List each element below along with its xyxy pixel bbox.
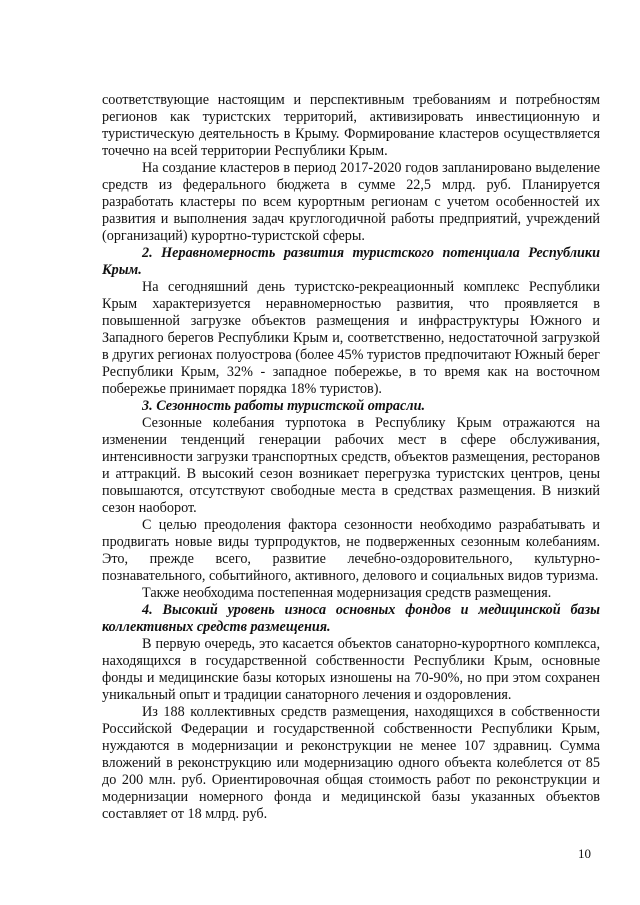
section-heading-4: 4. Высокий уровень износа основных фондов и медицинской базы коллективных средств размещения. <box>102 602 600 635</box>
paragraph-clusters-funding: На создание кластеров в период 2017-2020 годов запланировано выделение средств из федерального бюджета в сумме 22,5 млрд. руб. Планируется разработать кластеры по всем курортным регионам с учетом особенностей их развития и выполнения задач круглогодичной работы предприятий, учреждений (организаций) курортно-туристской сферы. <box>102 160 600 244</box>
section-heading-3: 3. Сезонность работы туристской отрасли. <box>142 398 426 414</box>
paragraph-overcoming-seasonality: С целью преодоления фактора сезонности необходимо разрабатывать и продвигать новые виды турпродуктов, не подверженных сезонным колебаниям. Это, прежде всего, развитие лечебно-оздоровительного, культурно-познавательного, событийного, активного, делового и социальных видов туризма. <box>102 517 600 584</box>
paragraph-modernization: Также необходима постепенная модернизация средств размещения. <box>142 585 552 601</box>
page-number: 10 <box>578 846 591 861</box>
paragraph-sanatorium-complex: В первую очередь, это касается объектов санаторно-курортного комплекса, находящихся в государственной собственности Республики Крым, основные фонды и медицинские базы которых изношены на 70-90%, но при этом сохранен уникальный опыт и традиции санаторного лечения и оздоровления. <box>102 636 600 703</box>
paragraph-seasonal-fluctuations: Сезонные колебания турпотока в Республику Крым отражаются на изменении тенденций генерации рабочих мест в сфере обслуживания, интенсивности загрузки транспортных средств, объектов размещения, ресторанов и аттракций. В высокий сезон возникает перегрузка туристских центров, цены повышаются, отсутствуют свободные места в средствах размещения. В низкий сезон наоборот. <box>102 415 600 516</box>
paragraph-uneven-development: На сегодняшний день туристско-рекреационный комплекс Республики Крым характеризуется неравномерностью развития, что проявляется в повышенной загрузке объектов размещения и инфраструктуры Южного и Западного берегов Республики Крым и, соответственно, недостаточной загрузкой в других регионах полуострова (более 45% туристов предпочитают Южный берег Республики Крым, 32% - западное побережье, в то время как на восточном побережье принимает порядка 18% туристов). <box>102 279 600 397</box>
paragraph-clusters-continued: соответствующие настоящим и перспективным требованиям и потребностям регионов как туристских территорий, активизировать инвестиционную и туристическую деятельность в Крыму. Формирование кластеров осуществляется точечно на всей территории Республики Крым. <box>102 92 600 159</box>
paragraph-health-resorts: Из 188 коллективных средств размещения, находящихся в собственности Российской Федерации и государственной собственности Республики Крым, нуждаются в модернизации и реконструкции не менее 107 здравниц. Сумма вложений в реконструкцию или модернизацию одного объекта колеблется от 85 до 200 млн. руб. Ориентировочная общая стоимость работ по реконструкции и модернизации номерного фонда и медицинской базы указанных объектов составляет от 18 млрд. руб. <box>102 704 600 822</box>
section-heading-2: 2. Неравномерность развития туристского потенциала Республики Крым. <box>102 245 600 278</box>
body-text <box>102 92 600 823</box>
